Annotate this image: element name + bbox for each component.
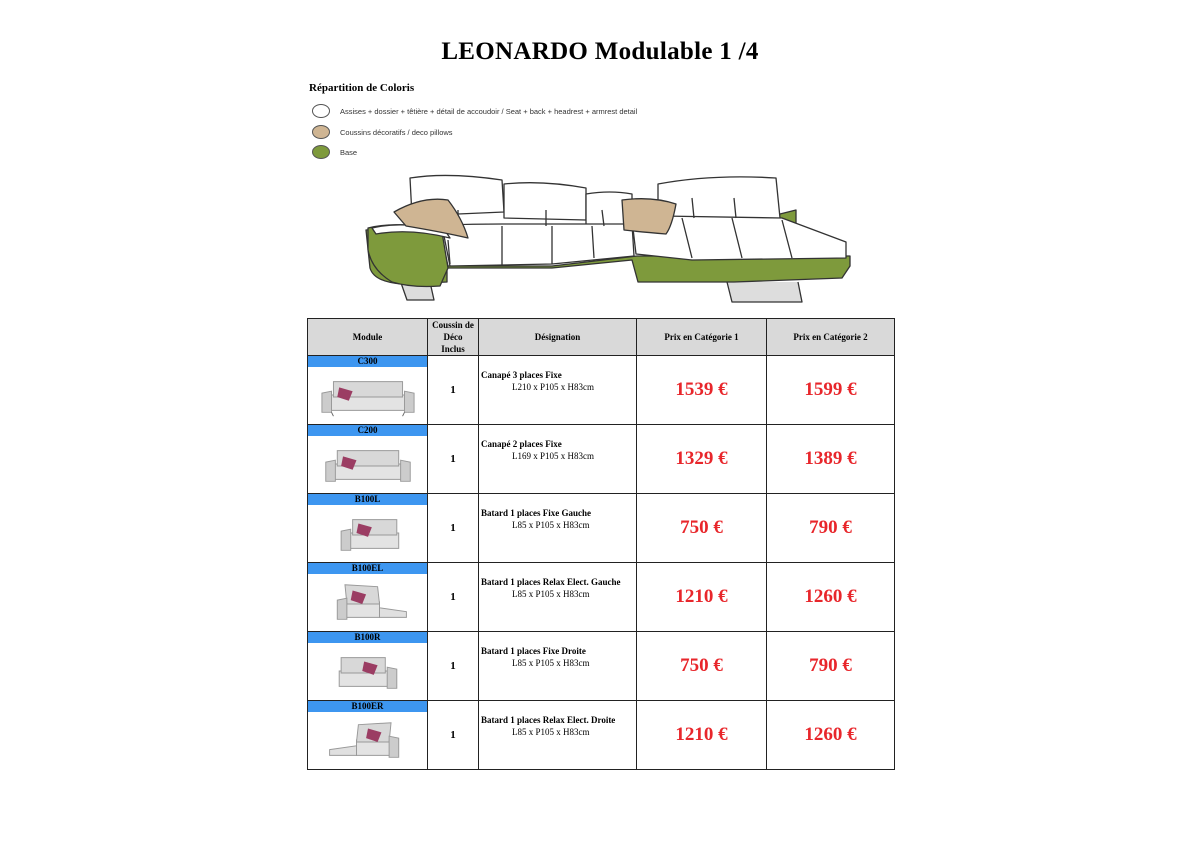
designation-dims: L169 x P105 x H83cm — [512, 451, 594, 461]
price-cat2: 1389 € — [767, 425, 895, 494]
header-price-cat1: Prix en Catégorie 1 — [637, 319, 767, 356]
designation-name: Batard 1 places Relax Elect. Gauche — [481, 577, 621, 587]
price-cat1: 1329 € — [637, 425, 767, 494]
module-cell — [308, 494, 428, 563]
designation-name: Batard 1 places Relax Elect. Droite — [481, 715, 616, 725]
cushion-count: 1 — [428, 356, 479, 425]
price-cat1: 750 € — [637, 632, 767, 701]
designation-cell — [479, 701, 637, 770]
cushion-count: 1 — [428, 563, 479, 632]
module-cell — [308, 563, 428, 632]
table-row — [308, 425, 895, 494]
designation-dims: L85 x P105 x H83cm — [512, 658, 590, 668]
recliner-right-icon — [308, 715, 427, 767]
sofa-3-seat-icon — [308, 370, 427, 422]
sofa-2-seat-icon — [308, 439, 427, 491]
designation-cell — [479, 356, 637, 425]
table-row — [308, 701, 895, 770]
price-cat2: 790 € — [767, 632, 895, 701]
price-cat2: 790 € — [767, 494, 895, 563]
module-code: B100EL — [308, 563, 427, 574]
header-cushion-line: Inclus — [441, 344, 465, 354]
designation-cell — [479, 425, 637, 494]
cushion-count: 1 — [428, 425, 479, 494]
module-code: B100ER — [308, 701, 427, 712]
price-cat1: 1210 € — [637, 563, 767, 632]
module-cell — [308, 701, 428, 770]
module-code: B100L — [308, 494, 427, 505]
beige-swatch-icon — [312, 125, 330, 139]
cushion-count: 1 — [428, 701, 479, 770]
header-module: Module — [308, 319, 428, 356]
header-price-cat2: Prix en Catégorie 2 — [767, 319, 895, 356]
price-table — [307, 318, 895, 770]
price-cat2: 1599 € — [767, 356, 895, 425]
table-row — [308, 563, 895, 632]
designation-dims: L85 x P105 x H83cm — [512, 727, 590, 737]
designation-dims: L210 x P105 x H83cm — [512, 382, 594, 392]
price-cat2: 1260 € — [767, 563, 895, 632]
designation-cell — [479, 494, 637, 563]
designation-name: Canapé 2 places Fixe — [481, 439, 562, 449]
header-cushion — [428, 319, 479, 356]
header-row — [308, 319, 895, 356]
cushion-count: 1 — [428, 494, 479, 563]
table-row — [308, 494, 895, 563]
cushion-count: 1 — [428, 632, 479, 701]
legend-item-base — [312, 145, 357, 159]
module-cell — [308, 356, 428, 425]
legend-label: Coussins décoratifs / deco pillows — [340, 127, 453, 137]
designation-name: Batard 1 places Fixe Droite — [481, 646, 586, 656]
legend-title: Répartition de Coloris — [309, 82, 415, 94]
legend-label: Base — [340, 147, 358, 157]
module-code: B100R — [308, 632, 427, 643]
armchair-right-icon — [308, 646, 427, 698]
corner-sofa-illustration — [362, 170, 858, 310]
price-cat1: 750 € — [637, 494, 767, 563]
price-cat1: 1539 € — [637, 356, 767, 425]
header-designation: Désignation — [479, 319, 637, 356]
table-row — [308, 632, 895, 701]
module-cell — [308, 425, 428, 494]
designation-dims: L85 x P105 x H83cm — [512, 589, 590, 599]
price-cat2: 1260 € — [767, 701, 895, 770]
white-swatch-icon — [312, 104, 330, 118]
page-title: LEONARDO Modulable 1 /4 — [441, 38, 759, 65]
module-cell — [308, 632, 428, 701]
recliner-left-icon — [308, 577, 427, 629]
designation-dims: L85 x P105 x H83cm — [512, 520, 590, 530]
designation-name: Canapé 3 places Fixe — [481, 370, 562, 380]
armchair-left-icon — [308, 508, 427, 560]
green-swatch-icon — [312, 145, 330, 159]
legend-item-seat — [312, 104, 637, 118]
legend-label: Assises + dossier + têtière + détail de accoudoir / Seat + back + headrest + armrest detail — [340, 106, 638, 116]
module-code: C200 — [308, 425, 427, 436]
header-cushion-line: Déco — [443, 332, 463, 342]
header-cushion-line: Coussin de — [432, 320, 474, 330]
designation-cell — [479, 563, 637, 632]
module-code: C300 — [308, 356, 427, 367]
table-row — [308, 356, 895, 425]
price-cat1: 1210 € — [637, 701, 767, 770]
designation-name: Batard 1 places Fixe Gauche — [481, 508, 591, 518]
legend-item-pillows — [312, 125, 453, 139]
designation-cell — [479, 632, 637, 701]
